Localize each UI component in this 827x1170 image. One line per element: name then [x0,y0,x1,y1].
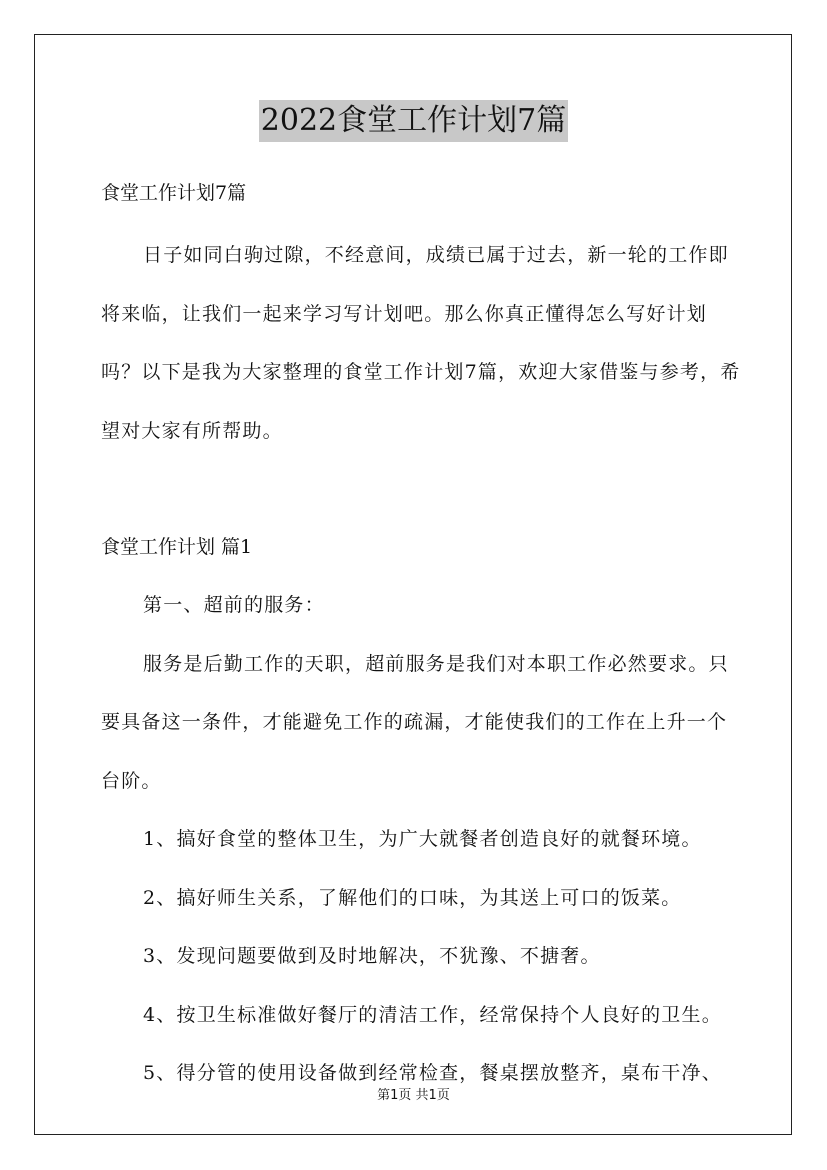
list-item: 5、得分管的使用设备做到经常检查，餐桌摆放整齐，桌布干净、 [143,1062,722,1084]
list-item: 1、搞好食堂的整体卫生，为广大就餐者创造良好的就餐环境。 [143,828,702,850]
page-footer: 第1页 共1页 [377,1088,450,1103]
intro-paragraph: 日子如同白驹过隙，不经意间，成绩已属于过去，新一轮的工作即将来临，让我们一起来学习写计划吧。那么你真正懂得怎么写好计划吗？以下是我为大家整理的食堂工作计划7篇，欢迎大家借鉴与参考，希望对大家有所帮助。 [101,244,741,442]
spacer [101,460,741,518]
list-item: 4、按卫生标准做好餐厅的清洁工作，经常保持个人良好的卫生。 [143,1003,722,1026]
section-heading: 食堂工作计划 篇1 [101,536,253,558]
point-heading: 第一、超前的服务： [143,594,325,616]
document-body [101,172,741,1103]
list-item: 2、搞好师生关系，了解他们的口味，为其送上可口的饭菜。 [143,886,682,909]
intro-heading: 食堂工作计划7篇 [101,182,247,204]
point-paragraph: 服务是后勤工作的天职，超前服务是我们对本职工作必然要求。只要具备这一条件，才能避免工作的疏漏，才能使我们的工作在上升一个台阶。 [101,652,729,792]
document-title: 2022食堂工作计划7篇 [259,100,568,142]
list-item: 3、发现问题要做到及时地解决，不犹豫、不搪奢。 [143,945,601,967]
title-container [0,100,827,142]
